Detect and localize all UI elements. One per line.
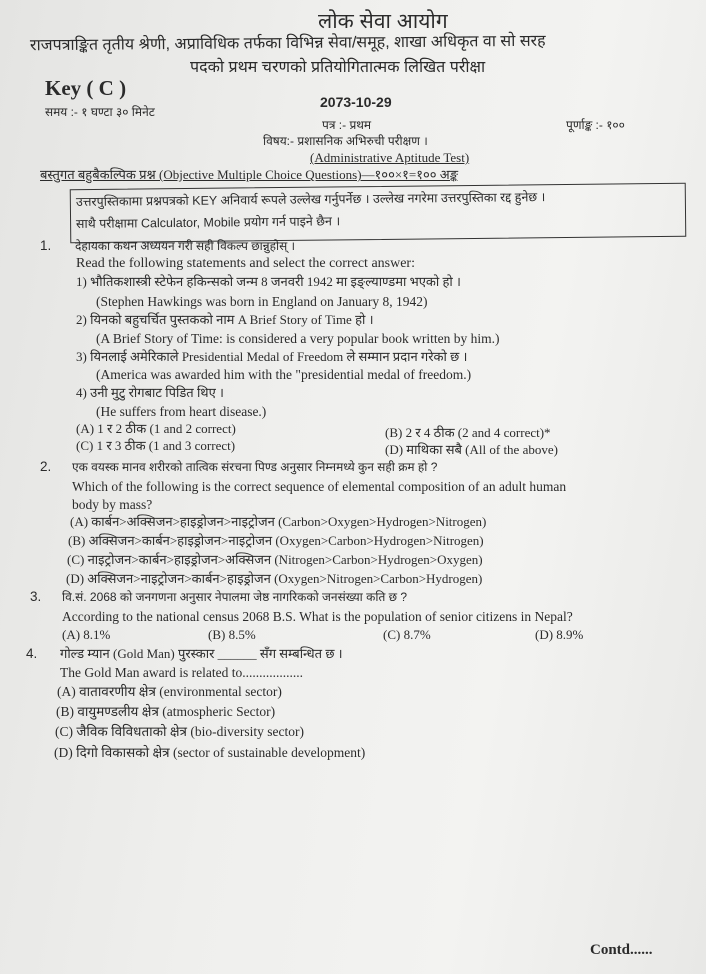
full-marks: पूर्णाङ्क :- १००: [566, 118, 625, 132]
option-b: (B) वायुमण्डलीय क्षेत्र (atmospheric Sector): [56, 704, 276, 719]
question-text-np: वि.सं. 2068 को जनगणना अनुसार नेपालमा जेष्ठ नागरिकको जनसंख्या कति छ ?: [62, 590, 408, 604]
answer-key: Key ( C ): [45, 76, 127, 100]
question-text-en: Which of the following is the correct sequence of elemental composition of an adult human: [72, 479, 567, 494]
question-text-en: Read the following statements and select the correct answer:: [76, 256, 415, 271]
statement-en: (America was awarded him with the "presidential medal of freedom.): [96, 367, 472, 382]
paper: पत्र :- प्रथम: [322, 118, 372, 132]
question-text-en: According to the national census 2068 B.S. What is the population of senior citizens in Nepal?: [62, 609, 573, 624]
option-a: (A) वातावरणीय क्षेत्र (environmental sector): [57, 684, 282, 699]
option-d: (D) दिगो विकासको क्षेत्र (sector of sustainable development): [54, 745, 366, 760]
question-number: 1.: [40, 238, 52, 253]
option-c: (C) 1 र 3 ठीक (1 and 3 correct): [76, 438, 236, 453]
option-a: (A) 8.1%: [62, 627, 111, 642]
question-number: 4.: [26, 646, 38, 661]
subject-en: (Administrative Aptitude Test): [310, 150, 470, 165]
continued-note: Contd......: [590, 942, 653, 958]
statement-np: 3) यिनलाई अमेरिकाले Presidential Medal of Freedom ले सम्मान प्रदान गरेको छ ।: [76, 349, 468, 364]
question-text-np: गोल्ड म्यान (Gold Man) पुरस्कार ______ सँग सम्बन्धित छ ।: [60, 646, 343, 661]
question-text-en-2: body by mass?: [72, 497, 153, 512]
notice-line1: उत्तरपुस्तिकामा प्रश्नपत्रको KEY अनिवार्य रूपले उल्लेख गर्नुपर्नेछ । उल्लेख नगरेमा उत्तरपुस्तिका रद्द हुनेछ ।: [75, 190, 546, 209]
option-d: (D) माथिका सबै (All of the above): [385, 442, 558, 457]
option-b: (B) 8.5%: [208, 627, 256, 642]
statement-en: (Stephen Hawkings was born in England on January 8, 1942): [96, 294, 428, 309]
statement-np: 4) उनी मुटु रोगबाट पिडित थिए ।: [76, 385, 224, 400]
option-b: (B) 2 र 4 ठीक (2 and 4 correct)*: [385, 425, 551, 440]
exam-time: समय :- १ घण्टा ३० मिनेट: [45, 105, 155, 119]
option-d: (D) 8.9%: [535, 627, 584, 642]
notice-line2: साथै परीक्षामा Calculator, Mobile प्रयोग गर्न पाइने छैन ।: [75, 214, 341, 231]
option-c: (C) जैविक विविधताको क्षेत्र (bio-diversity sector): [55, 724, 304, 739]
exam-date: 2073-10-29: [320, 94, 392, 110]
option-b: (B) अक्सिजन>कार्बन>हाइड्रोजन>नाइट्रोजन (Oxygen>Carbon>Hydrogen>Nitrogen): [68, 533, 484, 548]
option-c: (C) नाइट्रोजन>कार्बन>हाइड्रोजन>अक्सिजन (Nitrogen>Carbon>Hydrogen>Oxygen): [67, 552, 483, 567]
commission-title: लोक सेवा आयोग: [318, 10, 448, 33]
option-a: (A) 1 र 2 ठीक (1 and 2 correct): [76, 421, 236, 436]
option-c: (C) 8.7%: [383, 627, 431, 642]
question-text-en: The Gold Man award is related to..................: [60, 665, 303, 680]
statement-en: (He suffers from heart disease.): [96, 404, 267, 419]
question-number: 2.: [40, 459, 52, 474]
subject: विषय:- प्रशासनिक अभिरुची परीक्षण ।: [263, 134, 428, 148]
statement-en: (A Brief Story of Time: is considered a very popular book written by him.): [96, 331, 500, 346]
exam-title-line1: राजपत्राङ्कित तृतीय श्रेणी, अप्राविधिक तर्फका विभिन्न सेवा/समूह, शाखा अधिकृत वा सो सरह: [29, 32, 546, 55]
section-title: बस्तुगत बहुबैकल्पिक प्रश्न (Objective Multiple Choice Questions)—१००×१=१०० अङ्क: [40, 167, 458, 182]
question-number: 3.: [30, 589, 42, 604]
exam-title-line2: पदको प्रथम चरणको प्रतियोगितात्मक लिखित परीक्षा: [190, 59, 486, 76]
statement-np: 2) यिनको बहुचर्चित पुस्तकको नाम A Brief Story of Time हो ।: [76, 312, 374, 327]
question-text-np: एक वयस्क मानव शरीरको तात्विक संरचना पिण्ड अनुसार निम्नमध्ये कुन सही क्रम हो ?: [72, 460, 438, 474]
option-d: (D) अक्सिजन>नाइट्रोजन>कार्बन>हाइड्रोजन (Oxygen>Nitrogen>Carbon>Hydrogen): [66, 571, 483, 586]
statement-np: 1) भौतिकशास्त्री स्टेफेन हकिन्सको जन्म 8 जनवरी 1942 मा इङ्ल्याण्डमा भएको हो ।: [76, 274, 461, 289]
question-text-np: देहायका कथन अध्ययन गरी सही विकल्प छान्नुहोस् ।: [75, 239, 296, 253]
option-a: (A) कार्बन>अक्सिजन>हाइड्रोजन>नाइट्रोजन (Carbon>Oxygen>Hydrogen>Nitrogen): [70, 514, 487, 529]
